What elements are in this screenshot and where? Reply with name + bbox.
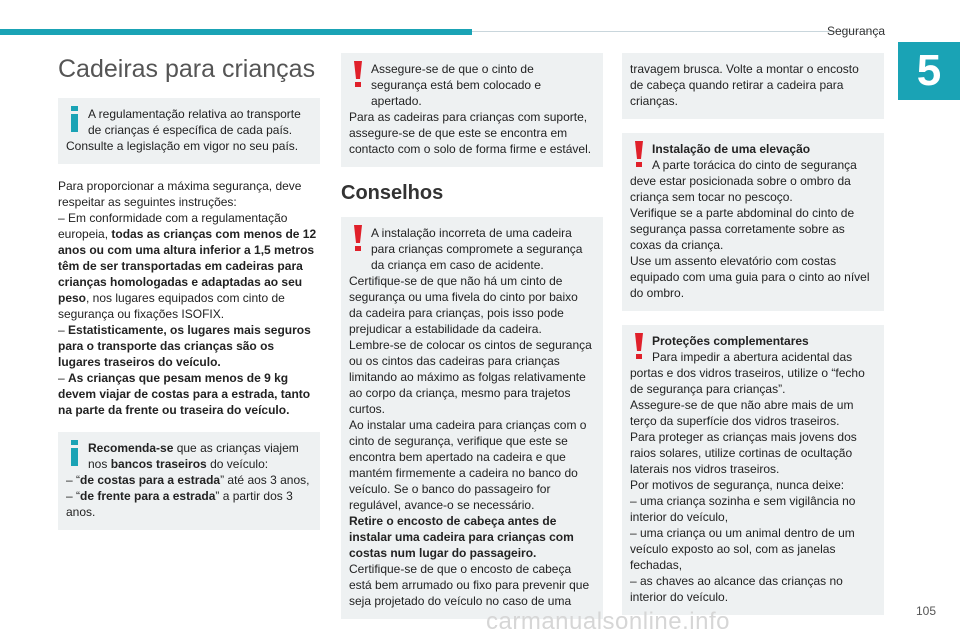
watermark: carmanualsonline.info	[486, 608, 730, 635]
warning-paragraph-3: Ao instalar uma cadeira para crianças com o cinto de segurança, verifique que este se encontra bem apertado na cadeira e que mantém firmemente a cadeira no banco do veículo. Se o banco do passageiro for regulável, avance-o se necessário.	[349, 418, 587, 512]
header-accent-bar	[0, 29, 472, 35]
protections-text: Para impedir a abertura acidental das portas e dos vidros traseiros, utilize o “fecho de segurança para crianças”.	[630, 350, 865, 396]
warning-bold-paragraph: Retire o encosto de cabeça antes de instalar uma cadeira para crianças com costas num lugar do passageiro.	[349, 514, 574, 560]
protections-item-1: – uma criança sozinha e sem vigilância no interior do veículo,	[630, 494, 856, 524]
recommendation-item-1: – “de costas para a estrada” até aos 3 anos,	[66, 473, 310, 487]
section-title: Segurança	[826, 24, 885, 38]
section-heading: Conselhos	[341, 182, 444, 204]
protections-paragraph-2: Para proteger as crianças mais jovens dos raios solares, utilize cortinas de ocultação laterais nos vidros traseiros.	[630, 430, 857, 476]
bullet-1: – Em conformidade com a regulamentação europeia, todas as crianças com menos de 12 anos ou com uma altura inferior a 1,5 metros têm de ser transportadas em cadeiras para crianças homologadas e adaptadas ao seu peso, nos lugares equipados com cinto de segurança ou fixações ISOFIX.	[58, 211, 317, 321]
warning-box-belt	[341, 53, 603, 167]
info-box-regulation	[58, 98, 320, 164]
warning-text: Assegure-se de que o cinto de segurança está bem colocado e apertado.	[371, 62, 542, 108]
booster-paragraph-1: Verifique se a parte abdominal do cinto de segurança passa corretamente sobre as coxas da criança.	[630, 206, 855, 252]
warning-paragraph-1: Certifique-se de que não há um cinto de segurança ou uma fivela do cinto por baixo da cadeira para crianças, pois isso pode prejudicar a estabilidade da cadeira.	[349, 274, 578, 336]
booster-text: A parte torácica do cinto de segurança deve estar posicionada sobre o ombro da criança sem tocar no pescoço.	[630, 158, 857, 204]
intro-paragraph: Para proporcionar a máxima segurança, deve respeitar as seguintes instruções:	[58, 179, 302, 209]
header-rule	[472, 31, 882, 32]
warning-paragraph-4: Certifique-se de que o encosto de cabeça está bem arrumado ou fixo para prevenir que seja projetado do veículo no caso de uma	[349, 562, 590, 608]
bullet-2: – Estatisticamente, os lugares mais seguros para o transporte das crianças são os lugares traseiros do veículo.	[58, 323, 311, 369]
column-2	[341, 53, 603, 619]
protections-item-3: – as chaves ao alcance das crianças no interior do veículo.	[630, 574, 843, 604]
warning-text-2: Para as cadeiras para crianças com suporte, assegure-se de que este se encontra em contacto com o solo de forma firme e estável.	[349, 110, 592, 156]
info-box-recommendation	[58, 432, 320, 530]
warning-box-protections	[622, 325, 884, 615]
warning-icon	[349, 60, 367, 88]
continued-text: travagem brusca. Volte a montar o encosto de cabeça quando retirar a cadeira para crianças.	[630, 62, 859, 108]
page-number: 105	[915, 604, 936, 618]
warning-icon	[349, 224, 367, 252]
info-icon	[66, 439, 84, 467]
booster-title: Instalação de uma elevação	[652, 142, 811, 156]
bullet-3: – As crianças que pesam menos de 9 kg devem viajar de costas para a estrada, tanto na parte da frente ou traseira do veículo.	[58, 371, 311, 417]
column-3	[622, 53, 884, 629]
warning-paragraph-2: Lembre-se de colocar os cintos de segurança ou os cintos das cadeiras para crianças limitando ao máximo as folgas relativamente ao corpo da criança, mesmo para trajetos curtos.	[349, 338, 592, 416]
warning-box-booster	[622, 133, 884, 311]
recommendation-item-2: – “de frente para a estrada” a partir dos 3 anos.	[66, 489, 293, 519]
info-text: A regulamentação relativa ao transporte de crianças é específica de cada país.	[88, 107, 301, 137]
page-title: Cadeiras para crianças	[58, 55, 316, 83]
info-icon	[66, 105, 84, 133]
warning-box-continued	[622, 53, 884, 119]
booster-paragraph-2: Use um assento elevatório com costas equipado com uma guia para o cinto ao nível do ombro.	[630, 254, 870, 300]
chapter-badge: 5	[898, 42, 960, 100]
protections-title: Proteções complementares	[652, 334, 809, 348]
protections-item-2: – uma criança ou um animal dentro de um veículo exposto ao sol, com as janelas fechadas,	[630, 526, 855, 572]
warning-icon	[630, 332, 648, 360]
column-1	[58, 48, 320, 544]
recommendation-text: Recomenda-se que as crianças viajem nos bancos traseiros do veículo:	[88, 441, 299, 471]
warning-icon	[630, 140, 648, 168]
protections-paragraph-3: Por motivos de segurança, nunca deixe:	[630, 478, 845, 492]
info-text-2: Consulte a legislação em vigor no seu país.	[66, 139, 299, 153]
protections-paragraph-1: Assegure-se de que não abre mais de um terço da superfície dos vidros traseiros.	[630, 398, 854, 428]
warning-box-installation	[341, 217, 603, 619]
warning-text: A instalação incorreta de uma cadeira para crianças compromete a segurança da criança em caso de acidente.	[371, 226, 583, 272]
